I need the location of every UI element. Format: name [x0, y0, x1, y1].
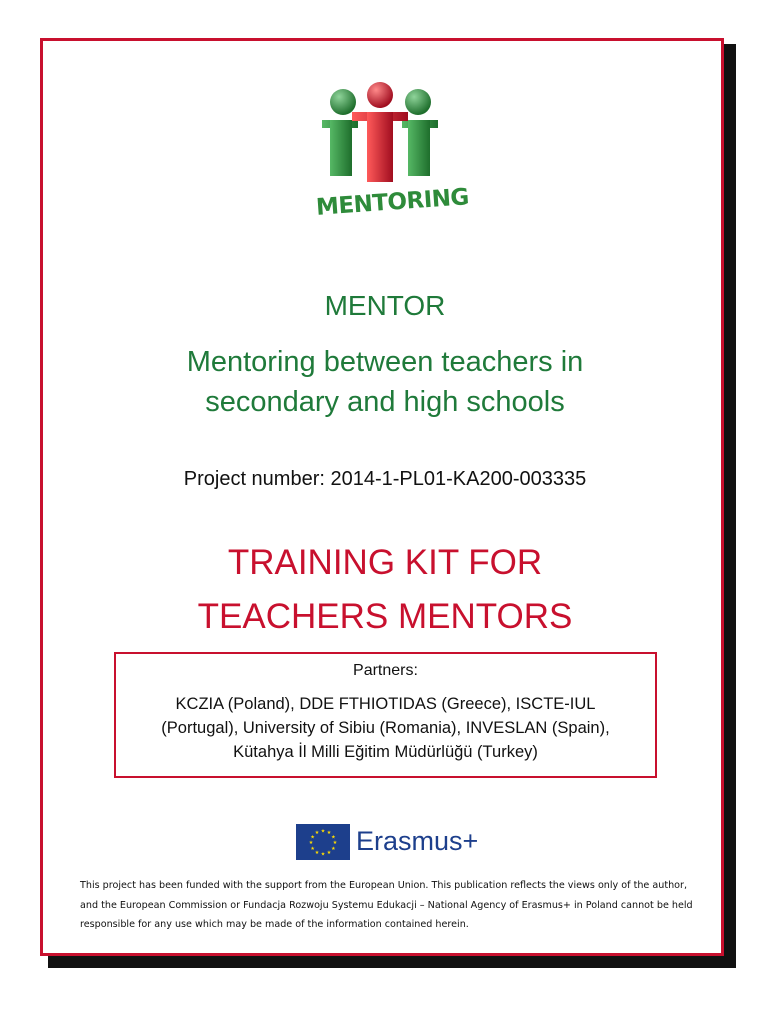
project-acronym: MENTOR: [324, 290, 446, 321]
subtitle-line: secondary and high schools: [205, 386, 565, 418]
subtitle-line: Mentoring between teachers in: [186, 346, 584, 378]
title-line: TRAINING KIT FOR: [227, 543, 543, 582]
project-subtitle: [0, 342, 770, 422]
svg-text:★: ★: [331, 834, 336, 841]
eu-flag-icon: [296, 824, 350, 860]
partners-line: (Portugal), University of Sibiu (Romania), INVESLAN (Spain),: [161, 719, 610, 737]
funding-disclaimer: This project has been funded with the support from the European Union. This publication reflects the views only of the author, and the European Commission or Fundacja Rozwoju Systemu Edukacji – National Agency of Erasmus+ in Poland cannot be held responsible for any use which may be made of the information contained herein.: [80, 880, 693, 930]
partners-box: [114, 652, 657, 778]
svg-text:★: ★: [310, 834, 315, 841]
partners-list: [116, 692, 655, 764]
erasmus-wordmark: Erasmus+: [356, 826, 479, 856]
partners-line: Kütahya İl Milli Eğitim Müdürlüğü (Turkey): [233, 743, 538, 761]
project-number: Project number: 2014-1-PL01-KA200-003335: [183, 468, 587, 490]
svg-text:★: ★: [314, 850, 320, 856]
svg-text:★: ★: [308, 840, 314, 846]
document-title: [0, 536, 770, 644]
partners-heading: Partners:: [353, 662, 418, 679]
partners-line: KCZIA (Poland), DDE FTHIOTIDAS (Greece), ISCTE-IUL: [175, 695, 596, 713]
svg-text:★: ★: [310, 845, 315, 852]
svg-text:★: ★: [332, 840, 338, 846]
svg-text:★: ★: [314, 830, 320, 836]
svg-text:★: ★: [326, 830, 332, 836]
svg-text:★: ★: [326, 850, 332, 856]
svg-text:★: ★: [320, 851, 326, 858]
svg-text:★: ★: [331, 845, 336, 852]
logo-wordmark: MENTORING: [315, 184, 470, 221]
erasmus-logo: [296, 824, 486, 860]
title-line: TEACHERS MENTORS: [197, 597, 573, 636]
svg-text:★: ★: [320, 828, 326, 835]
